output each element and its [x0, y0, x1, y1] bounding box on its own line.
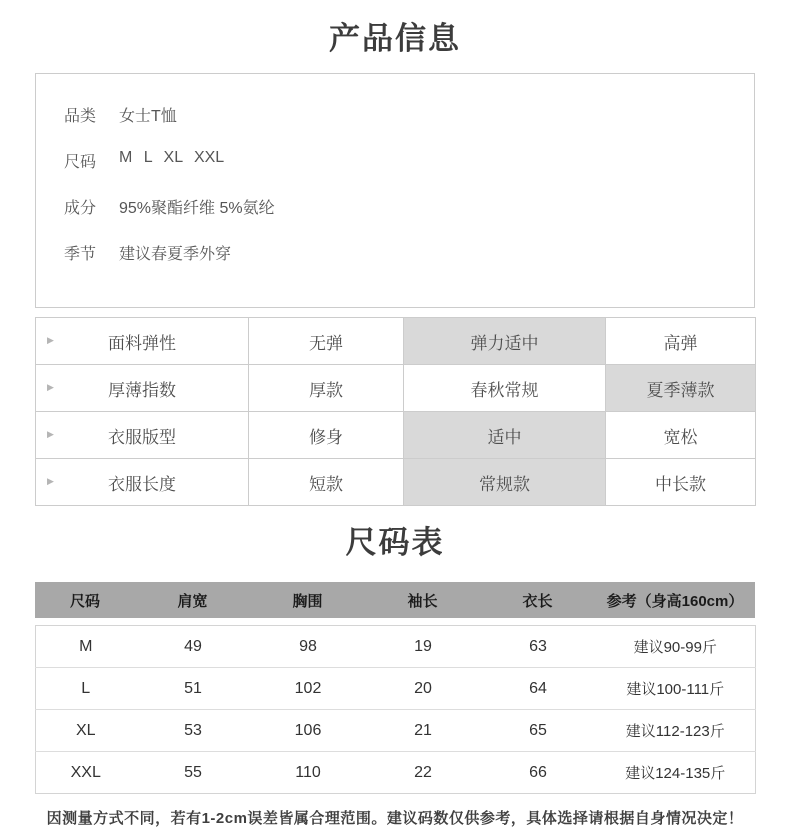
size-row-xl: [36, 710, 756, 752]
size-cell: 106: [251, 710, 366, 752]
size-cell: M: [79, 637, 93, 655]
size-chart-table: [35, 625, 756, 794]
size-cell: 53: [136, 710, 251, 752]
size-cell: 55: [136, 752, 251, 794]
column-header-reference: 参考（身高160cm）: [606, 592, 744, 610]
attribute-row-fit: [36, 412, 756, 459]
size-cell: XXL: [36, 752, 136, 794]
product-info-box: [35, 73, 755, 308]
size-cell-reference: 建议112-123斤: [596, 710, 756, 752]
size-cell: 20: [366, 668, 481, 710]
info-label-composition: 成分: [64, 200, 97, 217]
info-row-composition: [64, 195, 754, 241]
size-cell-reference: 建议90-99斤: [633, 639, 717, 656]
attribute-option: 夏季薄款: [606, 365, 756, 412]
attribute-name: 面料弹性: [108, 333, 176, 353]
triangle-bullet-icon: ▶: [47, 476, 54, 487]
size-cell: 51: [136, 668, 251, 710]
column-header-length: 衣长: [522, 592, 553, 610]
info-value-composition: 95%聚酯纤维 5%氨纶: [119, 200, 275, 217]
size-cell: 102: [251, 668, 366, 710]
triangle-bullet-icon: ▶: [47, 429, 54, 440]
attribute-name: 衣服长度: [108, 474, 176, 494]
size-cell: 22: [366, 752, 481, 794]
triangle-bullet-icon: ▶: [47, 335, 54, 346]
info-row-season: [64, 241, 754, 287]
size-row-xxl: [36, 752, 756, 794]
info-value-size: M L XL XXL: [119, 149, 225, 166]
size-cell: 110: [251, 752, 366, 794]
size-row-m: [36, 626, 756, 668]
size-chart-header: [35, 582, 755, 618]
size-cell: L: [36, 668, 136, 710]
attribute-option: 厚款: [249, 365, 404, 412]
size-cell: 21: [366, 710, 481, 752]
attribute-row-length: [36, 459, 756, 506]
size-chart-title: 尺码表: [345, 525, 445, 560]
size-cell: 19: [414, 637, 432, 655]
measurement-note: 因测量方式不同，若有1-2cm误差皆属合理范围。建议码数仅供参考，具体选择请根据自身情况决定！: [46, 810, 744, 827]
attribute-option: 春秋常规: [404, 365, 606, 412]
size-cell: 66: [481, 752, 596, 794]
attribute-option: 适中: [404, 412, 606, 459]
attribute-option: 宽松: [606, 412, 756, 459]
size-cell: 64: [481, 668, 596, 710]
attribute-option: 无弹: [249, 318, 404, 365]
column-header-shoulder: 肩宽: [177, 592, 208, 610]
attribute-name: 衣服版型: [108, 427, 176, 447]
attribute-row-elasticity: [36, 318, 756, 365]
attribute-option: 常规款: [404, 459, 606, 506]
attribute-option: 修身: [249, 412, 404, 459]
column-header-bust: 胸围: [292, 592, 323, 610]
size-cell-reference: 建议100-111斤: [596, 668, 756, 710]
attribute-option: 高弹: [606, 318, 756, 365]
attribute-name-cell: [36, 459, 249, 506]
triangle-bullet-icon: ▶: [47, 382, 54, 393]
info-label-category: 品类: [64, 108, 97, 125]
attribute-name-cell: [36, 412, 249, 459]
info-value-season: 建议春夏季外穿: [119, 246, 232, 263]
page-title: 产品信息: [329, 21, 461, 56]
size-cell-reference: 建议124-135斤: [596, 752, 756, 794]
attribute-row-thickness: [36, 365, 756, 412]
size-cell: 98: [299, 637, 317, 655]
attribute-name-cell: [36, 318, 249, 365]
info-value-category: 女士T恤: [119, 108, 177, 125]
info-row-category: [64, 103, 754, 149]
info-row-size: [64, 149, 754, 195]
info-label-size: 尺码: [64, 154, 97, 171]
info-label-season: 季节: [64, 246, 97, 263]
column-header-sleeve: 袖长: [407, 592, 438, 610]
attribute-option: 弹力适中: [404, 318, 606, 365]
attribute-name-cell: [36, 365, 249, 412]
attribute-option: 中长款: [606, 459, 756, 506]
size-cell: 65: [481, 710, 596, 752]
size-cell: 49: [184, 637, 202, 655]
attribute-name: 厚薄指数: [108, 380, 176, 400]
size-cell: XL: [36, 710, 136, 752]
attribute-table: [35, 317, 756, 506]
column-header-size: 尺码: [69, 592, 100, 610]
size-cell: 63: [529, 637, 547, 655]
attribute-option: 短款: [249, 459, 404, 506]
size-row-l: [36, 668, 756, 710]
